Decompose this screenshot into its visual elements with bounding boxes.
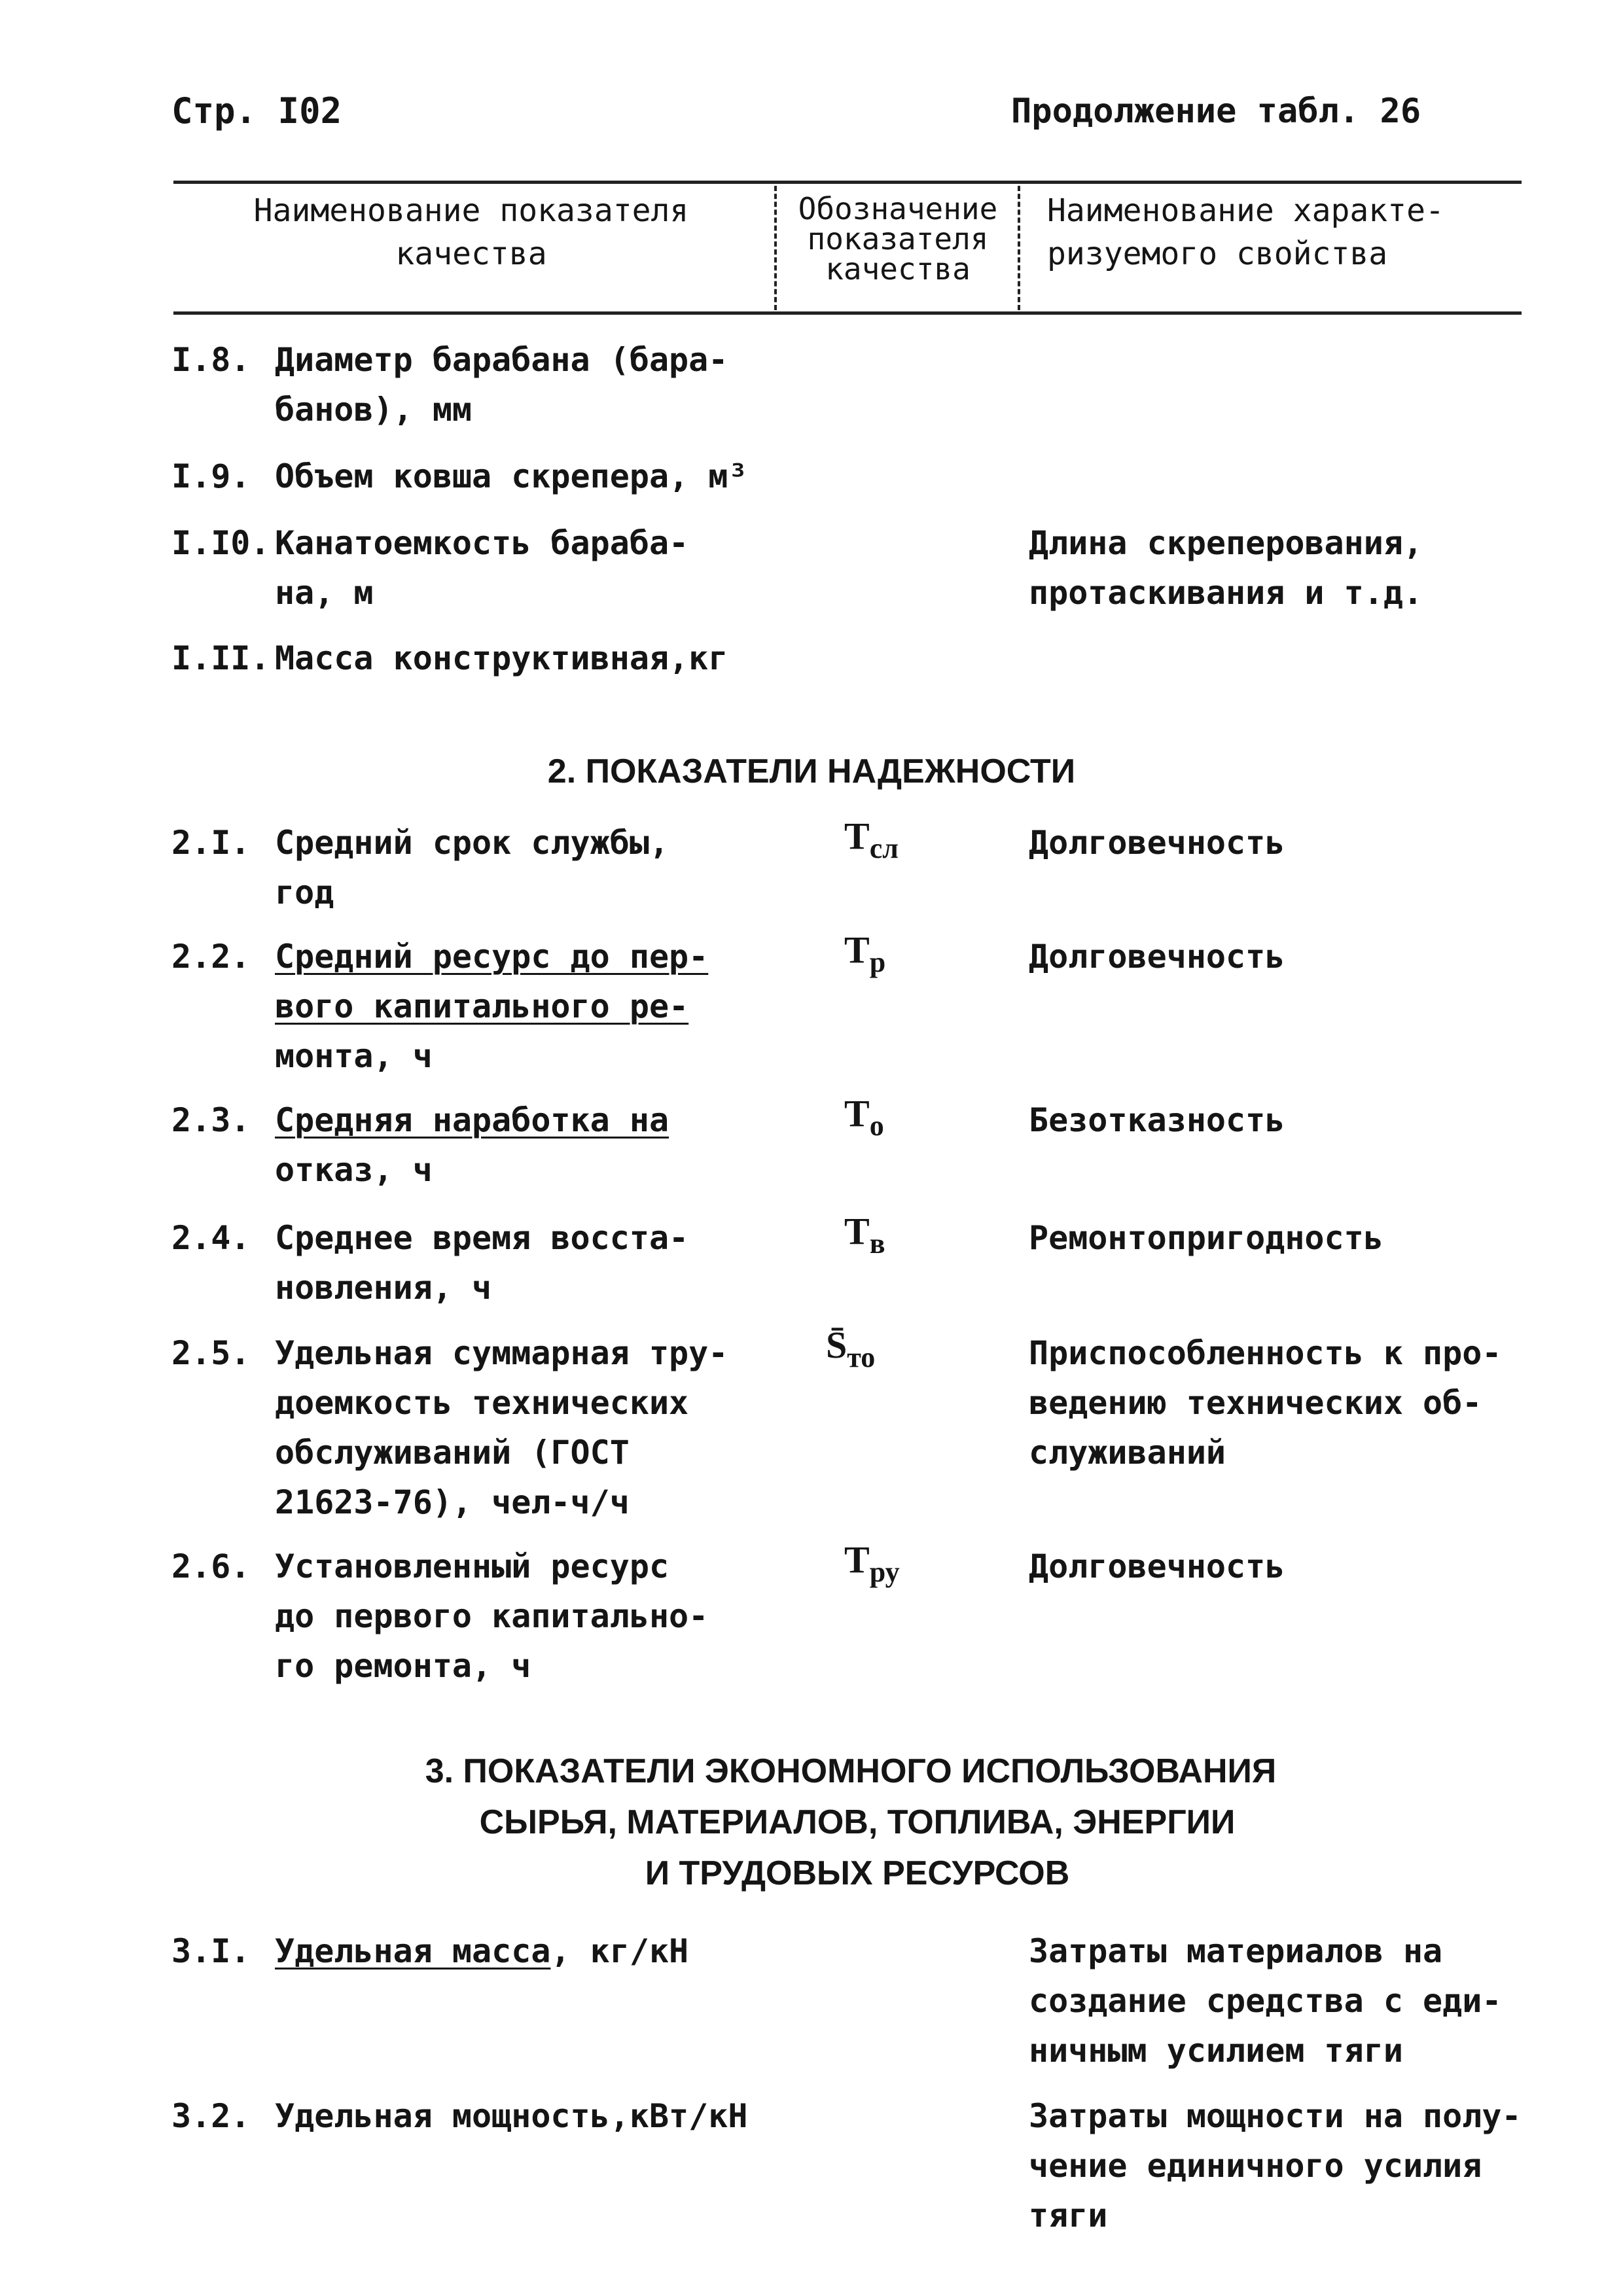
property-line: тяги [1029, 2197, 1108, 2234]
indicator-name-line: новления, ч [275, 1269, 492, 1307]
row-number: 2.5. [171, 1334, 251, 1372]
indicator-name: Масса конструктивная,кг [275, 639, 728, 677]
row-number: 2.2. [171, 938, 251, 976]
property-description: Долговечность [1029, 1547, 1285, 1585]
indicator-name-line: доемкость технических [275, 1384, 689, 1422]
property-line: ничным усилием тяги [1029, 2032, 1403, 2070]
property-line: ведению технических об- [1029, 1384, 1482, 1422]
indicator-name [275, 818, 669, 917]
symbol-subscript: сл [869, 832, 899, 864]
property-line: протаскивания и т.д. [1029, 574, 1423, 612]
indicator-name-unit: , кг/кН [550, 1932, 689, 1970]
indicator-name-line: вого капитального ре- [275, 987, 689, 1025]
section-3-title [0, 1746, 1623, 1899]
property-description: Долговечность [1029, 824, 1285, 862]
symbol-subscript: ру [869, 1556, 900, 1588]
indicator-name-line: Средний ресурс до пер- [275, 938, 709, 976]
indicator-name [275, 1213, 688, 1313]
indicator-name-line: до первого капитально- [275, 1597, 709, 1635]
indicator-name-underlined: Удельная масса [275, 1932, 551, 1970]
section-3-title-line: 3. ПОКАЗАТЕЛИ ЭКОНОМНОГО ИСПОЛЬЗОВАНИЯ [425, 1752, 1277, 1790]
indicator-name [275, 1926, 688, 1976]
section-2-title: 2. ПОКАЗАТЕЛИ НАДЕЖНОСТИ [547, 752, 1076, 790]
row-number: I.I0. [171, 524, 270, 562]
property-line: служиваний [1029, 1434, 1226, 1472]
header-col1-line2: качества [395, 236, 547, 272]
property-description: Долговечность [1029, 938, 1285, 976]
column-divider-2 [1018, 186, 1020, 310]
property-description [1029, 1328, 1501, 1477]
header-col-property [1047, 194, 1444, 271]
table-continuation-label: Продолжение табл. 26 [1011, 92, 1421, 131]
header-col2-line1: Обозначение [798, 191, 998, 226]
property-description [1029, 518, 1423, 618]
indicator-name-line: монта, ч [275, 1037, 433, 1075]
symbol-subscript: о [869, 1110, 884, 1142]
column-divider-1 [774, 186, 777, 310]
indicator-symbol [844, 1538, 900, 1589]
property-description: Безотказность [1029, 1101, 1285, 1139]
header-col2-line3: качества [825, 251, 971, 287]
indicator-symbol [844, 1209, 885, 1260]
row-number: I.8. [171, 341, 251, 379]
symbol-main: T [844, 815, 870, 857]
indicator-name [275, 335, 728, 434]
header-col2-line2: показателя [807, 221, 989, 256]
indicator-symbol [844, 814, 899, 865]
indicator-symbol [826, 1323, 875, 1374]
indicator-name-line: го ремонта, ч [275, 1647, 531, 1685]
symbol-main: T [844, 1210, 870, 1252]
property-line: Длина скреперования, [1029, 524, 1423, 562]
symbol-subscript: р [869, 946, 886, 978]
symbol-subscript: в [869, 1227, 885, 1260]
indicator-name: Объем ковша скрепера, м³ [275, 457, 748, 495]
symbol-main: T [844, 928, 870, 971]
row-number: 2.I. [171, 824, 251, 862]
indicator-name-line: Канатоемкость бараба- [275, 524, 689, 562]
symbol-main: S̄ [826, 1324, 847, 1366]
indicator-name [275, 1095, 669, 1195]
indicator-symbol [844, 1091, 884, 1142]
indicator-name-line: Среднее время восста- [275, 1219, 689, 1257]
property-description [1029, 1926, 1501, 2075]
indicator-name-line: банов), мм [275, 391, 473, 429]
indicator-symbol [844, 928, 885, 979]
indicator-name-line: на, м [275, 574, 374, 612]
indicator-name-line: Удельная суммарная тру- [275, 1334, 728, 1372]
table-header-bottom-rule [173, 311, 1522, 315]
header-col-designation [780, 191, 1016, 287]
property-description [1029, 2091, 1522, 2240]
header-col3-line2: ризуемого свойства [1047, 236, 1388, 272]
symbol-subscript: то [847, 1341, 876, 1373]
indicator-name [275, 1328, 728, 1527]
property-line: создание средства с еди- [1029, 1982, 1502, 2020]
property-line: Приспособленность к про- [1029, 1334, 1502, 1372]
indicator-name-line: Установленный ресурс [275, 1547, 669, 1585]
property-line: чение единичного усилия [1029, 2147, 1482, 2185]
symbol-main: T [844, 1538, 870, 1581]
header-col3-line1: Наименование характе- [1047, 192, 1444, 229]
symbol-main: T [844, 1092, 870, 1135]
indicator-name-line: год [275, 874, 334, 911]
indicator-name [275, 932, 708, 1081]
indicator-name-line: 21623-76), чел-ч/ч [275, 1483, 630, 1521]
row-number: 3.I. [171, 1932, 251, 1970]
section-3-title-line: СЫРЬЯ, МАТЕРИАЛОВ, ТОПЛИВА, ЭНЕРГИИ [479, 1803, 1236, 1841]
row-number: 2.6. [171, 1547, 251, 1585]
indicator-name [275, 518, 688, 618]
indicator-name-line: отказ, ч [275, 1151, 433, 1189]
row-number: I.II. [171, 639, 270, 677]
table-top-rule [173, 181, 1522, 184]
section-3-title-line: И ТРУДОВЫХ РЕСУРСОВ [645, 1854, 1070, 1892]
indicator-name [275, 1542, 708, 1691]
row-number: I.9. [171, 457, 251, 495]
indicator-name-line: Средний срок службы, [275, 824, 669, 862]
page-number: Стр. I02 [171, 90, 342, 132]
indicator-name-line: Средняя наработка на [275, 1101, 669, 1139]
row-number: 2.4. [171, 1219, 251, 1257]
indicator-name: Удельная мощность,кВт/кН [275, 2097, 748, 2135]
indicator-name-line: Диаметр барабана (бара- [275, 341, 728, 379]
header-col-indicator-name [173, 194, 769, 271]
row-number: 2.3. [171, 1101, 251, 1139]
indicator-name-line: обслуживаний (ГОСТ [275, 1434, 630, 1472]
property-line: Затраты материалов на [1029, 1932, 1443, 1970]
property-line: Затраты мощности на полу- [1029, 2097, 1522, 2135]
header-col1-line1: Наименование показателя [253, 192, 689, 229]
row-number: 3.2. [171, 2097, 251, 2135]
property-description: Ремонтопригодность [1029, 1219, 1383, 1257]
